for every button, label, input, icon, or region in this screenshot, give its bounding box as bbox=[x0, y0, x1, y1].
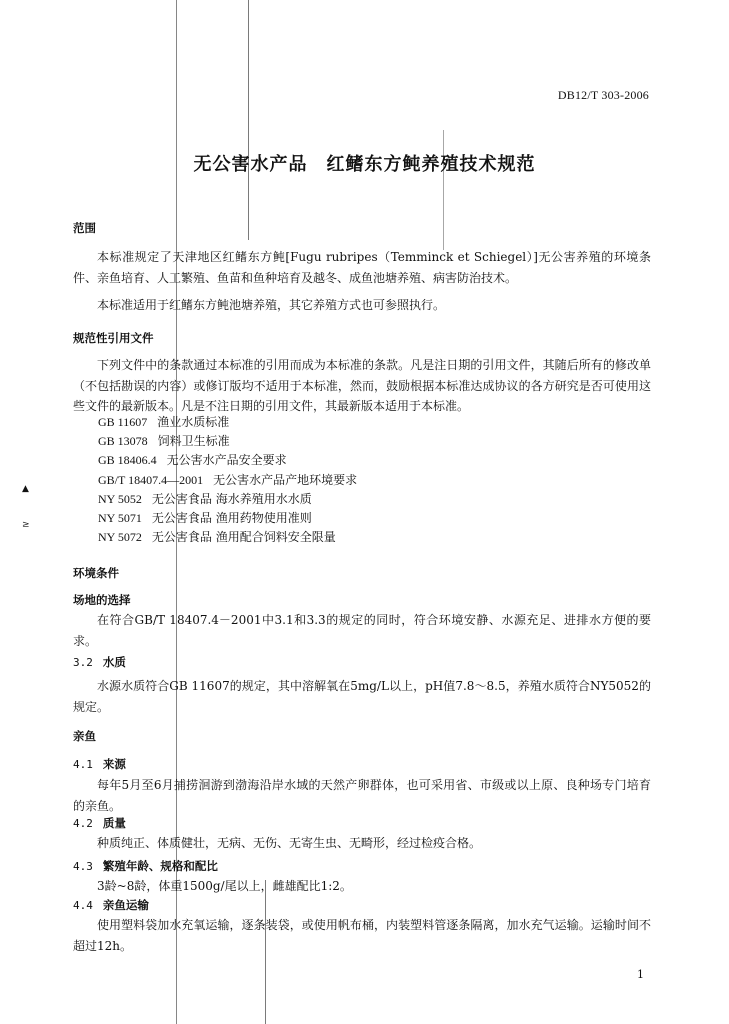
section-heading-environment: 环境条件 bbox=[73, 566, 119, 580]
section-heading-references: 规范性引用文件 bbox=[73, 331, 154, 345]
subsection-heading-breeding-age bbox=[73, 858, 218, 874]
scan-artifact-line-right bbox=[443, 130, 444, 250]
reference-code: GB 13078 bbox=[98, 434, 148, 449]
subsection-heading-transport bbox=[73, 897, 149, 913]
reference-name: 无公害食品 渔用药物使用准则 bbox=[151, 511, 312, 526]
subsection-number: 3.2 bbox=[73, 656, 93, 669]
reference-name: 无公害水产品产地环境要求 bbox=[213, 472, 358, 487]
reference-list bbox=[98, 413, 357, 547]
section-heading-scope: 范围 bbox=[73, 221, 96, 235]
water-quality-text: 水源水质符合GB 11607的规定，其中溶解氧在5mg/L以上，pH值7.8～8.5，养殖水质符合NY5052的规定。 bbox=[73, 679, 651, 714]
scope-paragraph-1: 本标准规定了天津地区红鳍东方鲀[Fugu rubripes（Temminck et Schiegel）]无公害养殖的环境条件、亲鱼培育、人工繁殖、鱼苗和鱼种培育及越冬、成鱼池塘养殖、病害防治技术。 bbox=[73, 250, 651, 285]
subsection-number: 4.4 bbox=[73, 899, 93, 912]
reference-item bbox=[98, 471, 357, 490]
reference-name: 无公害食品 海水养殖用水水质 bbox=[151, 491, 312, 506]
reference-item bbox=[98, 413, 357, 432]
margin-mark: ▲ bbox=[22, 484, 29, 494]
quality-text: 种质纯正、体质健壮，无病、无伤、无寄生虫、无畸形，经过检疫合格。 bbox=[97, 836, 482, 850]
reference-item bbox=[98, 432, 357, 451]
reference-item bbox=[98, 490, 357, 509]
references-intro: 下列文件中的条款通过本标准的引用而成为本标准的条款。凡是注日期的引用文件，其随后所有的修改单（不包括勘误的内容）或修订版均不适用于本标准，然而，鼓励根据本标准达成协议的各方研究是否可使用这些文件的最新版本。凡是不注日期的引用文件，其最新版本适用于本标准。 bbox=[73, 358, 651, 413]
source-text: 每年5月至6月捕捞洄游到渤海沿岸水域的天然产卵群体，也可采用省、市级或以上原、良种场专门培育的亲鱼。 bbox=[73, 778, 651, 813]
document-code: DB12/T 303-2006 bbox=[557, 88, 649, 102]
reference-code: GB 18406.4 bbox=[98, 453, 157, 468]
subsection-heading-site: 场地的选择 bbox=[73, 593, 131, 607]
subsection-number: 4.2 bbox=[73, 817, 93, 830]
reference-code: NY 5072 bbox=[98, 530, 142, 545]
reference-item bbox=[98, 528, 357, 547]
reference-name: 饲料卫生标准 bbox=[157, 434, 230, 449]
reference-item bbox=[98, 509, 357, 528]
section-heading-broodstock: 亲鱼 bbox=[73, 729, 96, 743]
subsection-number: 4.1 bbox=[73, 758, 93, 771]
reference-code: NY 5071 bbox=[98, 511, 142, 526]
subsection-heading-water-quality bbox=[73, 654, 126, 670]
reference-code: GB 11607 bbox=[98, 415, 148, 429]
reference-code: NY 5052 bbox=[98, 491, 142, 506]
reference-code: GB/T 18407.4—2001 bbox=[98, 472, 204, 487]
subsection-title: 繁殖年龄、规格和配比 bbox=[102, 859, 218, 873]
reference-name: 渔业水质标准 bbox=[157, 415, 230, 429]
page-number: 1 bbox=[637, 968, 644, 981]
reference-name: 无公害水产品安全要求 bbox=[166, 453, 287, 468]
scan-artifact-line-center bbox=[248, 0, 249, 240]
breeding-age-text: 3龄~8龄，体重1500g/尾以上，雌雄配比1:2。 bbox=[97, 879, 352, 893]
scope-paragraph-2: 本标准适用于红鳍东方鲀池塘养殖，其它养殖方式也可参照执行。 bbox=[97, 298, 446, 312]
subsection-title: 来源 bbox=[102, 757, 126, 771]
site-selection-text: 在符合GB/T 18407.4－2001中3.1和3.3的规定的同时，符合环境安静、水源充足、进排水方便的要求。 bbox=[73, 613, 651, 648]
reference-item bbox=[98, 451, 357, 470]
transport-text: 使用塑料袋加水充氧运输，逐条装袋，或使用帆布桶，内装塑料管逐条隔离，加水充气运输。运输时间不超过12h。 bbox=[73, 918, 651, 953]
subsection-heading-source bbox=[73, 756, 126, 772]
document-title: 无公害水产品 红鳍东方鲀养殖技术规范 bbox=[193, 154, 536, 175]
margin-mark: ≥ bbox=[22, 520, 30, 530]
subsection-heading-quality bbox=[73, 815, 126, 831]
subsection-number: 4.3 bbox=[73, 860, 93, 873]
subsection-title: 水质 bbox=[102, 655, 126, 669]
reference-name: 无公害食品 渔用配合饲料安全限量 bbox=[151, 530, 336, 545]
subsection-title: 质量 bbox=[102, 816, 126, 830]
subsection-title: 亲鱼运输 bbox=[102, 898, 149, 912]
